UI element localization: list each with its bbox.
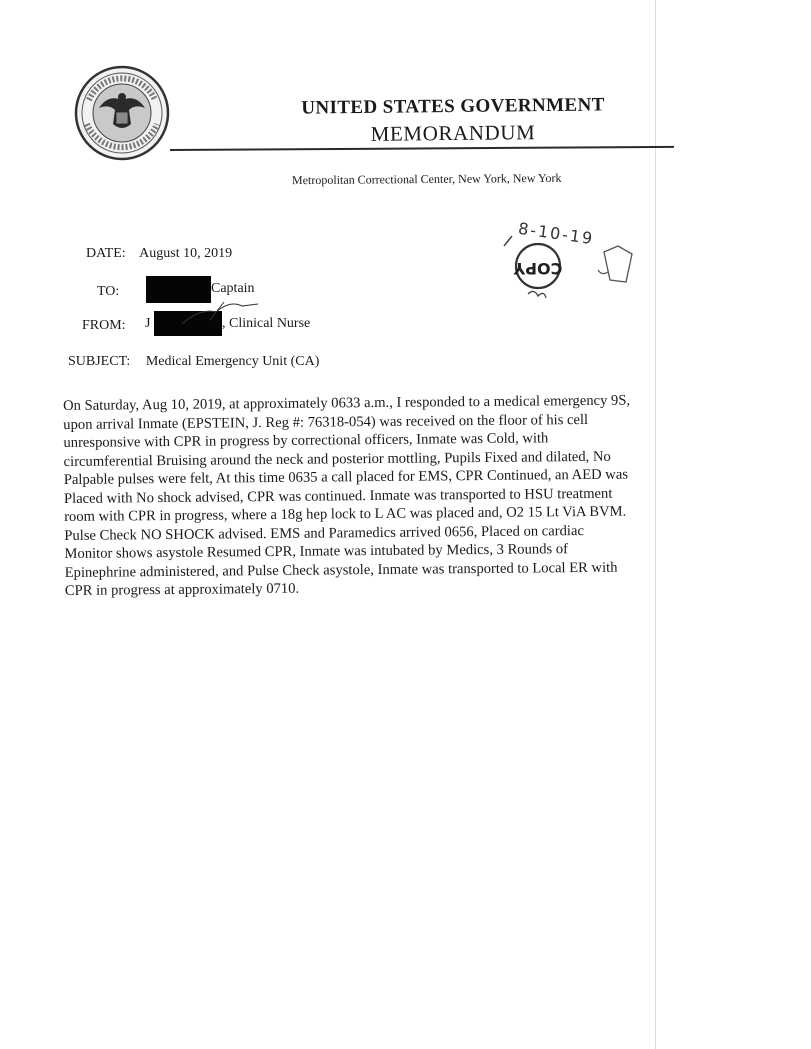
- doj-seal-icon: [73, 64, 171, 162]
- from-label: FROM:: [82, 318, 126, 333]
- body-line: CPR in progress at approximately 0710.: [64, 580, 300, 599]
- from-initial: J: [145, 316, 151, 331]
- memo-header-title: UNITED STATES GOVERNMENT: [301, 94, 605, 119]
- body-line: Placed with No shock advised, CPR was continued. Inmate was transported to HSU treatment: [63, 485, 613, 507]
- signature-scribble: [180, 298, 260, 328]
- body-line: Epinephrine administered, and Pulse Check asystole, Inmate was transported to Local ER with: [64, 559, 618, 581]
- body-line: Monitor shows asystole Resumed CPR, Inmate was intubated by Medics, 3 Rounds of: [64, 541, 569, 562]
- handwritten-date: 8-10-19: [517, 218, 596, 249]
- body-line: circumferential Bruising around the neck and posterior mottling, Pupils Fixed and dilated, No: [63, 448, 611, 470]
- date-field: [86, 246, 232, 262]
- body-line: unresponsive with CPR in progress by correctional officers, Inmate was Cold, with: [63, 430, 549, 451]
- to-label: TO:: [97, 284, 120, 299]
- date-value: August 10, 2019: [139, 246, 233, 261]
- to-value: Captain: [211, 281, 255, 296]
- from-value: , Clinical Nurse: [222, 316, 311, 331]
- copy-stamp-text: COPY: [513, 259, 563, 278]
- body-line: On Saturday, Aug 10, 2019, at approximately 0633 a.m., I responded to a medical emergency 9S,: [63, 392, 631, 414]
- facility-location: Metropolitan Correctional Center, New York, New York: [291, 170, 562, 188]
- subject-value: Medical Emergency Unit (CA): [145, 354, 320, 369]
- body-line: Palpable pulses were felt, At this time 0635 a call placed for EMS, CPR Continued, an AED was: [63, 466, 629, 488]
- subject-label: SUBJECT:: [68, 354, 131, 369]
- body-line: room with CPR in progress, where a 18g hep lock to L AC was placed and, O2 15 Lt ViA BVM.: [64, 503, 627, 525]
- copy-stamp-icon: [500, 224, 650, 324]
- body-line: Pulse Check NO SHOCK advised. EMS and Paramedics arrived 0656, Placed on cardiac: [64, 522, 584, 544]
- subject-field: [68, 354, 319, 370]
- header-divider: [170, 146, 674, 151]
- date-label: DATE:: [86, 246, 126, 261]
- body-line: upon arrival Inmate (EPSTEIN, J. Reg #: 76318-054) was received on the floor of his cell: [63, 411, 589, 433]
- memo-header-subtitle: MEMORANDUM: [370, 120, 536, 146]
- memo-body: [63, 391, 695, 601]
